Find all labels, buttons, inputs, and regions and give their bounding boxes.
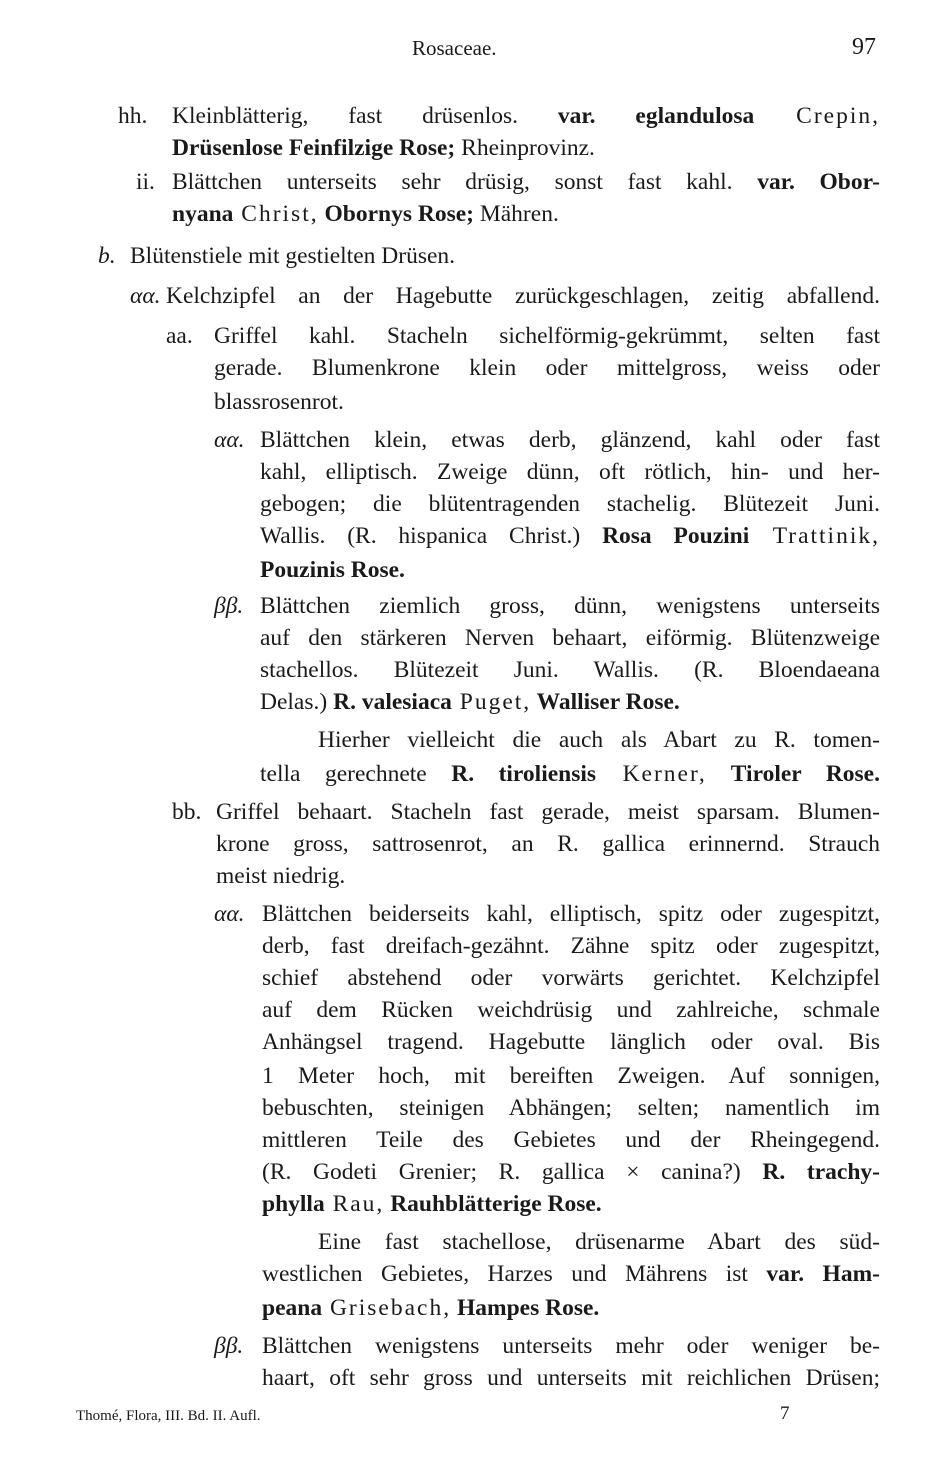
author-name: Grisebach, bbox=[322, 1295, 452, 1321]
bold-term: Walliser Rose. bbox=[531, 689, 680, 715]
text-run: tella gerechnete bbox=[260, 761, 452, 787]
text-run: mittleren Teile des Gebietes und der Rheingegend. bbox=[262, 1127, 880, 1153]
text-line bbox=[260, 424, 880, 456]
item-marker: αα. bbox=[130, 283, 161, 309]
footer-imprint: Thomé, Flora, III. Bd. II. Aufl. bbox=[76, 1408, 261, 1424]
text-run: Griffel kahl. Stacheln sichelförmig-gekrümmt, selten fast bbox=[214, 323, 880, 349]
author-name: Christ, bbox=[233, 201, 319, 227]
bold-term: R. trachy- bbox=[762, 1159, 880, 1185]
text-run: gerade. Blumenkrone klein oder mittelgross, weiss oder bbox=[214, 355, 880, 381]
text-run: auf den stärkeren Nerven behaart, eiförmig. Blütenzweige bbox=[260, 625, 880, 651]
text-line bbox=[262, 1292, 880, 1324]
text-line bbox=[262, 1258, 880, 1290]
text-run: kahl, elliptisch. Zweige dünn, oft rötlich, hin- und her- bbox=[260, 459, 880, 485]
text-line bbox=[260, 622, 880, 654]
text-run: meist niedrig. bbox=[216, 863, 346, 889]
text-run: Rheinprovinz. bbox=[455, 135, 595, 161]
text-line bbox=[260, 686, 880, 718]
text-run: Blütenstiele mit gestielten Drüsen. bbox=[130, 243, 456, 269]
bold-term: Rosa Pouzini bbox=[602, 523, 750, 549]
text-line bbox=[260, 456, 880, 488]
item-marker: ii. bbox=[136, 169, 155, 195]
text-run: bebuschten, steinigen Abhängen; selten; namentlich im bbox=[262, 1095, 880, 1121]
text-run: Blättchen ziemlich gross, dünn, wenigstens unterseits bbox=[260, 593, 880, 619]
bold-term: Rauhblätterige Rose. bbox=[384, 1191, 602, 1217]
text-run: Griffel behaart. Stacheln fast gerade, meist sparsam. Blumen- bbox=[216, 799, 880, 825]
page-number: 97 bbox=[852, 34, 876, 60]
footer-signature: 7 bbox=[780, 1403, 790, 1424]
item-marker: αα. bbox=[214, 901, 245, 927]
text-line bbox=[262, 1156, 880, 1188]
text-run: Blättchen unterseits sehr drüsig, sonst fast kahl. bbox=[172, 169, 758, 195]
author-name: Rau, bbox=[324, 1191, 385, 1217]
text-line bbox=[214, 352, 880, 384]
item-marker: ββ. bbox=[214, 593, 244, 619]
item-marker: ββ. bbox=[214, 1333, 244, 1359]
text-line bbox=[260, 590, 880, 622]
text-line bbox=[216, 860, 880, 892]
bold-term: Obornys Rose; bbox=[318, 201, 474, 227]
text-run: Eine fast stachellose, drüsenarme Abart des süd- bbox=[318, 1229, 880, 1255]
text-line bbox=[216, 828, 880, 860]
text-line bbox=[260, 654, 880, 686]
text-run: Hierher vielleicht die auch als Abart zu R. tomen- bbox=[318, 727, 880, 753]
text-line bbox=[260, 520, 880, 552]
bold-term: phylla bbox=[262, 1191, 325, 1217]
text-run: westlichen Gebietes, Harzes und Mährens ist bbox=[262, 1261, 767, 1287]
text-run: Kleinblätterig, fast drüsenlos. bbox=[172, 103, 558, 129]
text-run: gebogen; die blütentragenden stachelig. Blütezeit Juni. bbox=[260, 491, 880, 517]
item-marker: αα. bbox=[214, 427, 245, 453]
item-marker: bb. bbox=[172, 799, 202, 825]
text-line bbox=[262, 1092, 880, 1124]
text-run: (R. Godeti Grenier; R. gallica × canina?) bbox=[262, 1159, 763, 1185]
text-run: schief abstehend oder vorwärts gerichtet. Kelchzipfel bbox=[262, 965, 880, 991]
text-line bbox=[214, 320, 880, 352]
text-run: auf dem Rücken weichdrüsig und zahlreiche, schmale bbox=[262, 997, 880, 1023]
text-run: haart, oft sehr gross und unterseits mit reichlichen Drüsen; bbox=[262, 1365, 880, 1391]
text-line bbox=[262, 962, 880, 994]
text-line bbox=[318, 724, 880, 756]
text-line bbox=[262, 930, 880, 962]
text-line bbox=[172, 166, 880, 198]
text-run: Kelchzipfel an der Hagebutte zurückgeschlagen, zeitig abfallend. bbox=[166, 283, 880, 309]
text-run: Blättchen klein, etwas derb, glänzend, kahl oder fast bbox=[260, 427, 880, 453]
text-run: derb, fast dreifach-gezähnt. Zähne spitz oder zugespitzt, bbox=[262, 933, 880, 959]
text-line bbox=[262, 1124, 880, 1156]
text-line bbox=[262, 994, 880, 1026]
text-line bbox=[172, 132, 880, 164]
text-line bbox=[172, 198, 880, 230]
bold-term: Pouzinis Rose. bbox=[260, 557, 405, 583]
bold-term: R. tiroliensis bbox=[451, 761, 597, 787]
text-line bbox=[166, 280, 880, 312]
text-run: blassrosenrot. bbox=[214, 389, 344, 415]
text-line bbox=[262, 1188, 880, 1220]
text-line bbox=[260, 488, 880, 520]
text-run: krone gross, sattrosenrot, an R. gallica erinnernd. Strauch bbox=[216, 831, 880, 857]
bold-term: var. eglandulosa bbox=[557, 103, 755, 129]
bold-term: var. Obor- bbox=[757, 169, 880, 195]
author-name: Crepin, bbox=[754, 103, 880, 129]
text-line bbox=[216, 796, 880, 828]
bold-term: R. valesiaca bbox=[333, 689, 452, 715]
text-run: stachellos. Blütezeit Juni. Wallis. (R. Bloendaeana bbox=[260, 657, 880, 683]
text-line bbox=[318, 1226, 880, 1258]
bold-term: Hampes Rose. bbox=[451, 1295, 600, 1321]
bold-term: nyana bbox=[172, 201, 234, 227]
item-marker: b. bbox=[98, 243, 116, 269]
text-line bbox=[260, 554, 880, 586]
author-name: Kerner, bbox=[596, 761, 707, 787]
text-run: 1 Meter hoch, mit bereiften Zweigen. Auf sonnigen, bbox=[262, 1063, 880, 1089]
text-line bbox=[260, 758, 880, 790]
item-marker: hh. bbox=[118, 103, 148, 129]
bold-term: peana bbox=[262, 1295, 323, 1321]
text-run: Delas.) bbox=[260, 689, 334, 715]
text-line bbox=[172, 100, 880, 132]
text-line bbox=[214, 386, 880, 418]
author-name: Puget, bbox=[451, 689, 532, 715]
author-name: Trattinik, bbox=[749, 523, 880, 549]
text-line bbox=[262, 1362, 880, 1394]
running-header: Rosaceae. bbox=[412, 36, 497, 60]
bold-term: Tiroler Rose. bbox=[706, 761, 880, 787]
text-line bbox=[262, 1026, 880, 1058]
text-line bbox=[262, 1060, 880, 1092]
text-run: Wallis. (R. hispanica Christ.) bbox=[260, 523, 603, 549]
text-line bbox=[262, 898, 880, 930]
text-line bbox=[130, 240, 880, 272]
bold-term: var. Ham- bbox=[766, 1261, 880, 1287]
item-marker: aa. bbox=[166, 323, 193, 349]
text-line bbox=[262, 1330, 880, 1362]
bold-term: Drüsenlose Feinfilzige Rose; bbox=[172, 135, 456, 161]
text-run: Blättchen beiderseits kahl, elliptisch, spitz oder zugespitzt, bbox=[262, 901, 880, 927]
text-run: Mähren. bbox=[473, 201, 559, 227]
text-run: Blättchen wenigstens unterseits mehr oder weniger be- bbox=[262, 1333, 880, 1359]
text-run: Anhängsel tragend. Hagebutte länglich oder oval. Bis bbox=[262, 1029, 880, 1055]
